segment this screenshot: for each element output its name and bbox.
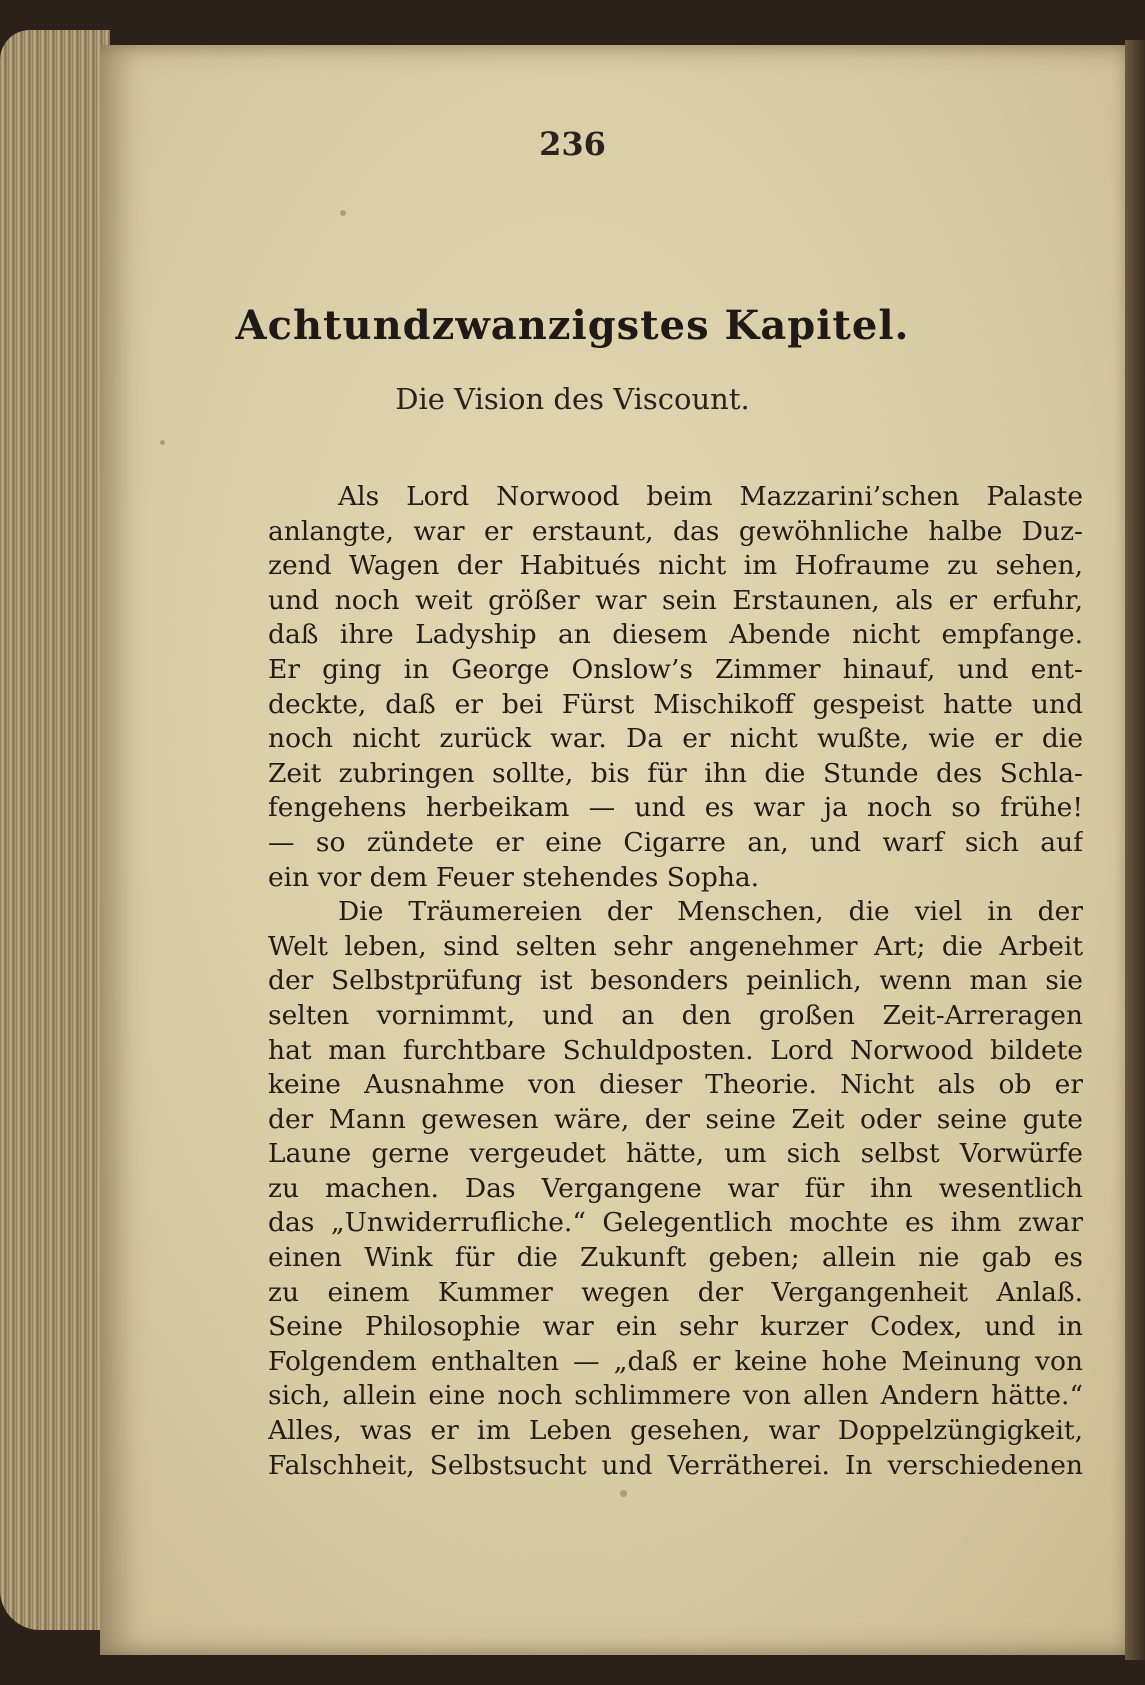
- text-line: deckte, daß er bei Fürst Mischikoff gespeist hatte und: [268, 688, 1083, 720]
- chapter-subtitle: Die Vision des Viscount.: [395, 382, 750, 416]
- text-line: — so zündete er eine Cigarre an, und warf sich auf: [268, 826, 1083, 858]
- text-line: Welt leben, sind selten sehr angenehmer Art; die Arbeit: [268, 930, 1083, 962]
- text-line: und noch weit größer war sein Erstaunen, als er erfuhr,: [268, 584, 1083, 616]
- page-edges: [0, 30, 110, 1630]
- text-line: fengehens herbeikam — und es war ja noch so frühe!: [268, 792, 1083, 824]
- text-line: der Mann gewesen wäre, der seine Zeit oder seine gute: [268, 1103, 1083, 1135]
- text-line: Die Träumereien der Menschen, die viel in der: [338, 896, 1083, 928]
- text-line: selten vornimmt, und an den großen Zeit-Arreragen: [268, 999, 1083, 1031]
- text-line: Er ging in George Onslow’s Zimmer hinauf, und ent-: [268, 653, 1083, 685]
- text-line: zend Wagen der Habitués nicht im Hofraume zu sehen,: [268, 550, 1083, 582]
- text-line: zu einem Kummer wegen der Vergangenheit Anlaß.: [268, 1276, 1083, 1308]
- text-line: Seine Philosophie war ein sehr kurzer Codex, und in: [268, 1311, 1083, 1343]
- book-cover-edge: [1125, 40, 1145, 1660]
- text-line: Zeit zubringen sollte, bis für ihn die Stunde des Schla-: [268, 757, 1083, 789]
- text-line: Als Lord Norwood beim Mazzarini’schen Palaste: [338, 481, 1083, 512]
- body-text: [268, 480, 1083, 1483]
- text-line: Folgendem enthalten — „daß er keine hohe Meinung von: [268, 1345, 1083, 1377]
- ink-speck: [340, 210, 346, 216]
- text-line: das „Unwiderrufliche.“ Gelegentlich mochte es ihm zwar: [268, 1207, 1083, 1239]
- chapter-title: Achtundzwanzigstes Kapitel.: [235, 302, 910, 349]
- text-line: einen Wink für die Zukunft geben; allein nie gab es: [268, 1242, 1083, 1274]
- ink-speck: [620, 1490, 627, 1497]
- ink-speck: [160, 440, 165, 445]
- page-number: 236: [539, 125, 606, 163]
- text-line: anlangte, war er erstaunt, das gewöhnliche halbe Duz-: [268, 515, 1083, 547]
- text-line: daß ihre Ladyship an diesem Abende nicht empfange.: [268, 619, 1083, 651]
- text-line: Alles, was er im Leben gesehen, war Doppelzüngigkeit,: [268, 1415, 1083, 1447]
- text-line: Laune gerne vergeudet hätte, um sich selbst Vorwürfe: [268, 1138, 1083, 1170]
- text-line: keine Ausnahme von dieser Theorie. Nicht als ob er: [268, 1069, 1083, 1101]
- text-line: ein vor dem Feuer stehendes Sopha.: [268, 861, 760, 893]
- text-line: sich, allein eine noch schlimmere von allen Andern hätte.“: [268, 1380, 1083, 1412]
- text-line: der Selbstprüfung ist besonders peinlich, wenn man sie: [268, 965, 1083, 997]
- text-line: Falschheit, Selbstsucht und Verrätherei. In verschiedenen: [268, 1449, 1083, 1481]
- text-line: zu machen. Das Vergangene war für ihn wesentlich: [268, 1172, 1083, 1204]
- text-line: hat man furchtbare Schuldposten. Lord Norwood bildete: [268, 1034, 1083, 1066]
- text-line: noch nicht zurück war. Da er nicht wußte, wie er die: [268, 723, 1083, 755]
